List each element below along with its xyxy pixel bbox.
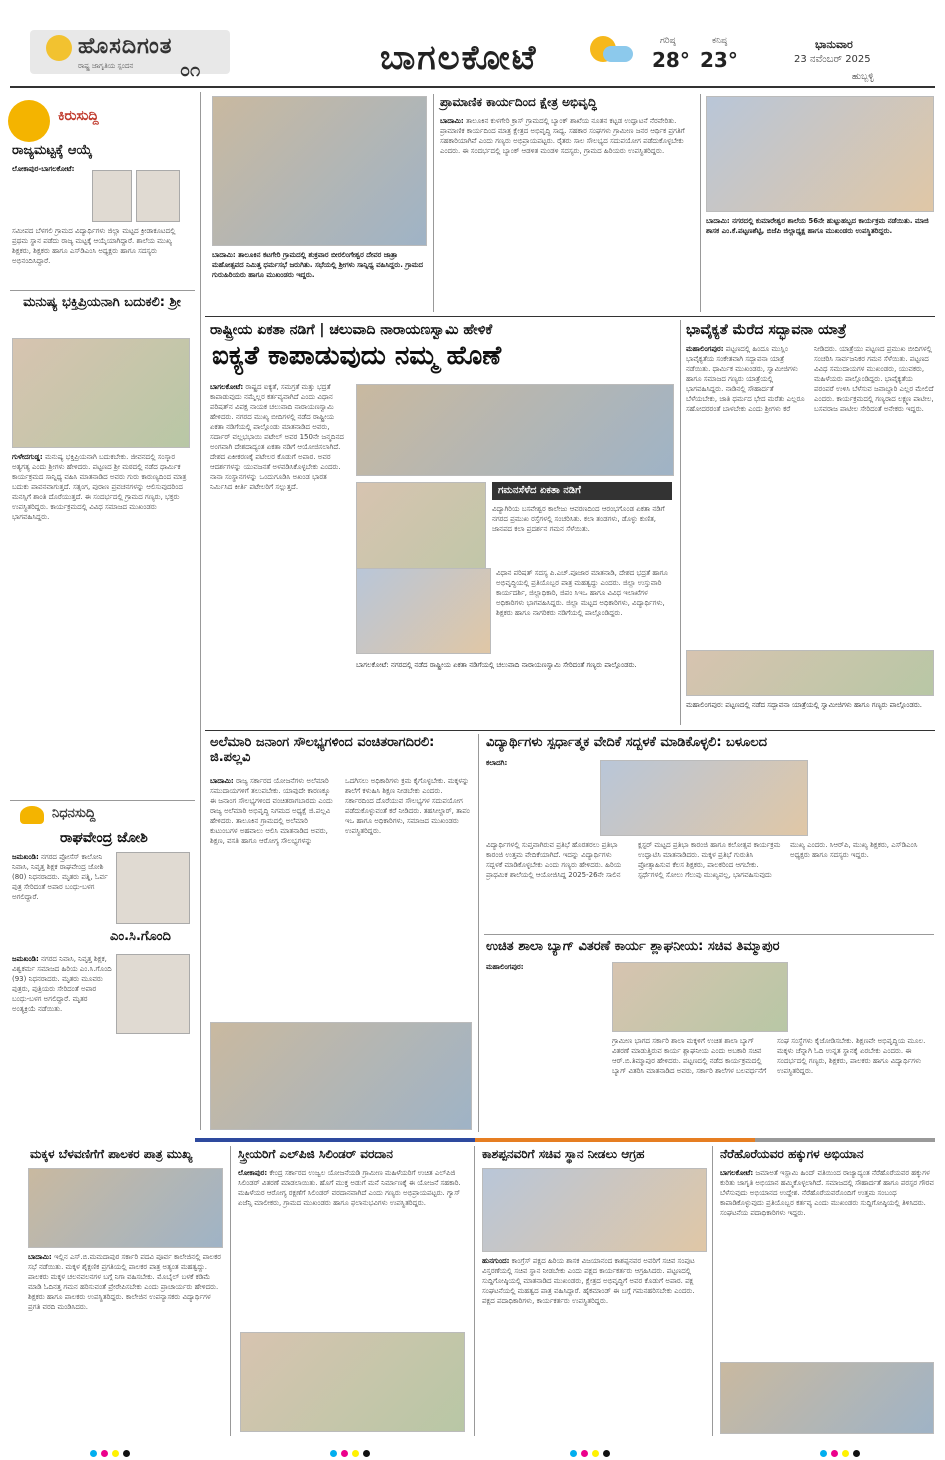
bottom-3-photo: [482, 1168, 707, 1252]
bottom-3-headline: ಕಾಶಪ್ಪನವರಿಗೆ ಸಚಿವ ಸ್ಥಾನ ನೀಡಲು ಆಗ್ರಹ: [482, 1147, 645, 1161]
obit1-body: ನಗರದ ಪ್ರೋಸೆಸ್ ಕಾಲೋನಿ ನಿವಾಸಿ, ನಿವೃತ್ತ ಶಿಕ್ಷಕ ರಾಘವೇಂದ್ರ ಜೋಶಿ (80) ನಿಧನರಾದರು. ಮೃತರು ಪತ್ನಿ, ಓರ್ವ ಪುತ್ರ ಸೇರಿದಂತೆ ಅಪಾರ ಬಂಧು-ಬಳಗ ಅಗಲಿದ್ದಾರೆ.: [12, 853, 108, 901]
left-story1-headline: ರಾಜ್ಯಮಟ್ಟಕ್ಕೆ ಆಯ್ಕೆ: [12, 143, 93, 158]
right-mid-dateline: ಮಹಾಲಿಂಗಪುರ:: [686, 345, 724, 353]
edition-city: ಬಾಗಲಕೋಟೆ: [380, 38, 538, 78]
column-divider: [478, 734, 479, 1132]
mid-c-body: ಗ್ರಾಮೀಣ ಭಾಗದ ಸರ್ಕಾರಿ ಶಾಲಾ ಮಕ್ಕಳಿಗೆ ಉಚಿತ ಶಾಲಾ ಬ್ಯಾಗ್ ವಿತರಣೆ ಮಾಡುತ್ತಿರುವ ಕಾರ್ಯ ಶ್ಲಾಘನೀಯ ಎಂದು ಅಬಕಾರಿ ಸಚಿವ ಆರ್.ಬಿ.ತಿಮ್ಮಾಪುರ ಹೇಳಿದರು. ಪಟ್ಟಣದಲ್ಲಿ ನಡೆದ ಕಾರ್ಯಕ್ರಮದಲ್ಲಿ ಬ್ಯಾಗ್ ವಿತರಿಸಿ ಮಾತನಾಡಿದ ಅವರು, ಸರ್ಕಾರಿ ಶಾಲೆಗಳ ಬಲವರ್ಧನೆಗೆ ಸಂಘ ಸಂಸ್ಥೆಗಳು ಕೈಜೋಡಿಸಬೇಕು. ಶಿಕ್ಷಣವೇ ಅಭಿವೃದ್ಧಿಯ ಮೂಲ. ಮಕ್ಕಳು ಚೆನ್ನಾಗಿ ಓದಿ ಉನ್ನತ ಸ್ಥಾನಕ್ಕೆ ಏರಬೇಕು ಎಂದರು. ಈ ಸಂದರ್ಭದಲ್ಲಿ ಗಣ್ಯರು, ಶಿಕ್ಷಕರು, ಪಾಲಕರು ಹಾಗೂ ವಿದ್ಯಾರ್ಥಿಗಳು ಉಪಸ್ಥಿತರಿದ್ದರು.: [612, 1037, 926, 1075]
obit1-name: ರಾಘವೇಂದ್ರ ಜೋಶಿ: [60, 830, 148, 846]
obit2-name: ಎಂ.ಸಿ.ಗೊಂದಿ: [110, 929, 171, 944]
cloud-icon: [603, 46, 633, 62]
left-story2-body-wrap: [12, 452, 190, 797]
bottom-4-body: ಜಮಾಅತೆ ಇಸ್ಲಾಮಿ ಹಿಂದ್ ವತಿಯಿಂದ ರಾಜ್ಯಾದ್ಯಂತ ನೆರೆಹೊರೆಯವರ ಹಕ್ಕುಗಳ ಕುರಿತು ಜಾಗೃತಿ ಅಭಿಯಾನ ಹಮ್ಮಿಕೊಳ್ಳಲಾಗಿದೆ. ಸಮಾಜದಲ್ಲಿ ಸೌಹಾರ್ದತೆ ಹಾಗೂ ಪರಸ್ಪರ ಗೌರವ ಬೆಳೆಸುವುದು ಅಭಿಯಾನದ ಉದ್ದೇಶ. ನೆರೆಹೊರೆಯವರೊಂದಿಗೆ ಉತ್ತಮ ಸಂಬಂಧ ಕಾಪಾಡಿಕೊಳ್ಳುವುದು ಪ್ರತಿಯೊಬ್ಬರ ಕರ್ತವ್ಯ ಎಂದು ಮುಖಂಡರು ಸುದ್ದಿಗೋಷ್ಠಿಯಲ್ಲಿ ತಿಳಿಸಿದರು. ಸಂಘಟನೆಯ ಪದಾಧಿಕಾರಿಗಳು ಇದ್ದರು.: [720, 1169, 934, 1217]
left-story2-headline: ಮನುಷ್ಯ ಭಕ್ತಿಪ್ರಿಯನಾಗಿ ಬದುಕಲಿ: ಶ್ರೀ: [23, 295, 181, 310]
top-a-caption: ಬಾದಾಮಿ: ತಾಲೂಕಿನ ಕಟಗೇರಿ ಗ್ರಾಮದಲ್ಲಿ ಶುಕ್ರವಾರ ಬೀರಲಿಂಗೇಶ್ವರ ದೇವರ ಜಾತ್ರಾ ಮಹೋತ್ಸವದ ನಿಮಿತ್ತ ಧರ್ಮಸಭೆ ಜರುಗಿತು. ಸಭೆಯಲ್ಲಿ ಶ್ರೀಗಳು ಸಾನ್ನಿಧ್ಯ ವಹಿಸಿದ್ದರು. ಗ್ರಾಮದ ಗುರುಹಿರಿಯರು ಹಾಗೂ ಮುಖಂಡರು ಇದ್ದರು.: [212, 251, 424, 279]
weather-min-label: ಕನಿಷ್ಠ: [712, 36, 728, 46]
lead-kicker: ರಾಷ್ಟ್ರೀಯ ಏಕತಾ ನಡಿಗೆ | ಚಲುವಾದಿ ನಾರಾಯಣಸ್ವಾಮಿ ಹೇಳಿಕೆ: [210, 322, 493, 338]
lead-photo-caption: ಬಾಗಲಕೋಟೆ: ನಗರದಲ್ಲಿ ನಡೆದ ರಾಷ್ಟ್ರೀಯ ಏಕತಾ ನಡಿಗೆಯಲ್ಲಿ ಚಲುವಾದಿ ನಾರಾಯಣಸ್ವಾಮಿ ಸೇರಿದಂತೆ ಗಣ್ಯರು ಪಾಲ್ಗೊಂಡರು.: [356, 661, 637, 669]
mid-b-photo: [600, 760, 808, 836]
top-a-photo: [212, 96, 427, 246]
registration-dots: [820, 1442, 864, 1460]
right-mid-caption: ಮಹಾಲಿಂಗಪುರ: ಪಟ್ಟಣದಲ್ಲಿ ನಡೆದ ಸದ್ಭಾವನಾ ಯಾತ್ರೆಯಲ್ಲಿ ಸ್ವಾಮೀಜಿಗಳು ಹಾಗೂ ಗಣ್ಯರು ಪಾಲ್ಗೊಂಡರು.: [686, 701, 923, 709]
bottom-3-body: ಕಾಂಗ್ರೆಸ್ ಪಕ್ಷದ ಹಿರಿಯ ಶಾಸಕ ವಿಜಯಾನಂದ ಕಾಶಪ್ಪನವರ ಅವರಿಗೆ ಸಚಿವ ಸಂಪುಟ ವಿಸ್ತರಣೆಯಲ್ಲಿ ಸಚಿವ ಸ್ಥಾನ ನೀಡಬೇಕು ಎಂದು ಪಕ್ಷದ ಕಾರ್ಯಕರ್ತರು ಆಗ್ರಹಿಸಿದರು. ಪಟ್ಟಣದಲ್ಲಿ ಸುದ್ದಿಗೋಷ್ಠಿಯಲ್ಲಿ ಮಾತನಾಡಿದ ಮುಖಂಡರು, ಕ್ಷೇತ್ರದ ಅಭಿವೃದ್ಧಿಗೆ ಅವರ ಕೊಡುಗೆ ಅಪಾರ. ಪಕ್ಷ ಸಂಘಟನೆಯಲ್ಲಿ ಮಹತ್ವದ ಪಾತ್ರ ವಹಿಸಿದ್ದಾರೆ. ಹೈಕಮಾಂಡ್ ಈ ಬಗ್ಗೆ ಗಮನಹರಿಸಬೇಕು ಎಂದರು. ಪಕ್ಷದ ಪದಾಧಿಕಾರಿಗಳು, ಕಾರ್ಯಕರ್ತರು ಉಪಸ್ಥಿತರಿದ್ದರು.: [482, 1257, 695, 1305]
mid-b-headline: ವಿದ್ಯಾರ್ಥಿಗಳು ಸ್ಪರ್ಧಾತ್ಮಕ ವೇದಿಕೆ ಸದ್ಬಳಕೆ ಮಾಡಿಕೊಳ್ಳಲಿ: ಬಳೂಲದ: [486, 735, 768, 750]
obit2-photo: [116, 954, 190, 1034]
obit2-body: ನಗರದ ನಿವಾಸಿ, ನಿವೃತ್ತ ಶಿಕ್ಷಕ, ವಿಶ್ವಕರ್ಮ ಸಮಾಜದ ಹಿರಿಯ ಎಂ.ಸಿ.ಗೊಂದಿ (93) ನಿಧನರಾದರು. ಮೃತರು ಮೂವರು ಪುತ್ರರು, ಪುತ್ರಿಯರು ಸೇರಿದಂತೆ ಅಪಾರ ಬಂಧು-ಬಳಗ ಅಗಲಿದ್ದಾರೆ. ಮೃತರ ಅಂತ್ಯಕ್ರಿಯೆ ನಡೆಯಿತು.: [12, 955, 112, 1013]
mid-b-dateline: ಕಲಾದಗಿ:: [486, 759, 508, 767]
column-divider: [200, 92, 201, 1130]
bottom-4-dateline: ಬಾಗಲಕೋಟೆ:: [720, 1169, 754, 1177]
top-c-photo: [706, 96, 934, 212]
bottom-4-body-wrap: [720, 1168, 934, 1358]
left-story2-body: ಮನುಷ್ಯ ಭಕ್ತಿಪ್ರಿಯನಾಗಿ ಬದುಕಬೇಕು. ಜೀವನದಲ್ಲಿ ಸಂಸ್ಕಾರ ಅತ್ಯಗತ್ಯ ಎಂದು ಶ್ರೀಗಳು ಹೇಳಿದರು. ಪಟ್ಟಣದ ಶ್ರೀ ಮಠದಲ್ಲಿ ನಡೆದ ಧಾರ್ಮಿಕ ಕಾರ್ಯಕ್ರಮದ ಸಾನ್ನಿಧ್ಯ ವಹಿಸಿ ಮಾತನಾಡಿದ ಅವರು ಗುರು ಕಾರುಣ್ಯದಿಂದ ಮಾತ್ರ ಬದುಕು ಪಾವನವಾಗುತ್ತದೆ. ಸತ್ಸಂಗ, ಪುರಾಣ ಪ್ರವಚನಗಳನ್ನು ಆಲಿಸುವುದರಿಂದ ಮನಸ್ಸಿಗೆ ಶಾಂತಿ ದೊರೆಯುತ್ತದೆ. ಈ ಸಂದರ್ಭದಲ್ಲಿ ಗ್ರಾಮದ ಗಣ್ಯರು, ಭಕ್ತರು ಉಪಸ್ಥಿತರಿದ್ದರು. ಕಾರ್ಯಕ್ರಮದಲ್ಲಿ ವಿವಿಧ ಸಮಾಜದ ಮುಖಂಡರು ಭಾಗವಹಿಸಿದ್ದರು.: [12, 453, 187, 521]
right-mid-body-wrap: [686, 344, 934, 646]
student-photo-2: [136, 170, 180, 222]
top-b-body-wrap: [440, 116, 695, 312]
left-story1-body: ಸಮೀಪದ ಬೆಳಗಲಿ ಗ್ರಾಮದ ವಿದ್ಯಾರ್ಥಿಗಳು ಜಿಲ್ಲಾ ಮಟ್ಟದ ಕ್ರೀಡಾಕೂಟದಲ್ಲಿ ಪ್ರಥಮ ಸ್ಥಾನ ಪಡೆದು ರಾಜ್ಯ ಮಟ್ಟಕ್ಕೆ ಆಯ್ಕೆಯಾಗಿದ್ದಾರೆ. ಶಾಲೆಯ ಮುಖ್ಯ ಶಿಕ್ಷಕರು, ಶಿಕ್ಷಕರು ಹಾಗೂ ಎಸ್‌ಡಿಎಂಸಿ ಅಧ್ಯಕ್ಷರು ಹಾಗೂ ಸದಸ್ಯರು ಅಭಿನಂದಿಸಿದ್ದಾರೆ.: [12, 227, 176, 265]
lead-dateline: ಬಾಗಲಕೋಟೆ:: [210, 383, 244, 391]
lead-headline: ಐಕ್ಯತೆ ಕಾಪಾಡುವುದು ನಮ್ಮ ಹೊಣೆ: [212, 341, 502, 371]
color-strip-grey: [755, 1138, 935, 1142]
mid-b-body-wrap: [486, 758, 596, 838]
bottom-1-body: ಇಲ್ಲಿನ ಎಸ್.ಬಿ.ಮಮದಾಪುರ ಸರ್ಕಾರಿ ಪದವಿ ಪೂರ್ವ ಕಾಲೇಜಿನಲ್ಲಿ ಪಾಲಕರ ಸಭೆ ನಡೆಯಿತು. ಮಕ್ಕಳ ಶೈಕ್ಷಣಿಕ ಪ್ರಗತಿಯಲ್ಲಿ ಪಾಲಕರ ಪಾತ್ರ ಅತ್ಯಂತ ಮಹತ್ವದ್ದು. ಪಾಲಕರು ಮಕ್ಕಳ ಚಲನವಲನಗಳ ಬಗ್ಗೆ ನಿಗಾ ವಹಿಸಬೇಕು. ಮೊಬೈಲ್ ಬಳಕೆ ಕಡಿಮೆ ಮಾಡಿ ಓದಿನತ್ತ ಗಮನ ಹರಿಸುವಂತೆ ಪ್ರೇರೇಪಿಸಬೇಕು ಎಂದು ಪ್ರಾಚಾರ್ಯರು ಹೇಳಿದರು. ಶಿಕ್ಷಕರು ಹಾಗೂ ಪಾಲಕರು ಉಪಸ್ಥಿತರಿದ್ದರು. ಕಾಲೇಜಿನ ಉಪನ್ಯಾಸಕರು ವಿದ್ಯಾರ್ಥಿಗಳ ಪ್ರಗತಿ ವರದಿ ಮಂಡಿಸಿದರು.: [28, 1253, 221, 1311]
registration-dots: [90, 1442, 134, 1460]
bottom-1-dateline: ಬಾದಾಮಿ:: [28, 1253, 52, 1261]
mid-a-body-wrap: [210, 776, 472, 1018]
mid-a-dateline: ಬಾದಾಮಿ:: [210, 777, 234, 785]
bottom-3-body-wrap: [482, 1256, 707, 1432]
divider: [484, 934, 934, 935]
top-b-body: ತಾಲೂಕಿನ ಕುಳಗೇರಿ ಕ್ರಾಸ್ ಗ್ರಾಮದಲ್ಲಿ ಬ್ಯಾಂಕ್ ಶಾಖೆಯ ನೂತನ ಕಟ್ಟಡ ಉದ್ಘಾಟನೆ ನೆರವೇರಿತು. ಪ್ರಾಮಾಣಿಕ ಕಾರ್ಯದಿಂದ ಮಾತ್ರ ಕ್ಷೇತ್ರದ ಅಭಿವೃದ್ಧಿ ಸಾಧ್ಯ. ಸಹಕಾರ ಸಂಘಗಳು ಗ್ರಾಮೀಣ ಜನರ ಆರ್ಥಿಕ ಪ್ರಗತಿಗೆ ಸಹಕಾರಿಯಾಗಿವೆ ಎಂದು ಗಣ್ಯರು ಅಭಿಪ್ರಾಯಪಟ್ಟರು. ರೈತರು ಸಾಲ ಸೌಲಭ್ಯದ ಸದುಪಯೋಗ ಪಡೆದುಕೊಳ್ಳಬೇಕು ಎಂದರು. ಈ ಸಂದರ್ಭದಲ್ಲಿ ಬ್ಯಾಂಕ್ ಆಡಳಿತ ಮಂಡಳಿ ಸದಸ್ಯರು, ಗ್ರಾಮದ ಹಿರಿಯರು ಉಪಸ್ಥಿತರಿದ್ದರು.: [440, 117, 685, 155]
obit1-dateline: ಜಮಖಂಡಿ:: [12, 853, 39, 861]
registration-dots: [570, 1442, 614, 1460]
bottom-4-headline: ನೆರೆಹೊರೆಯವರ ಹಕ್ಕುಗಳ ಅಭಿಯಾನ: [720, 1147, 864, 1161]
lead-body1: ರಾಷ್ಟ್ರದ ಐಕ್ಯತೆ, ಸಮಗ್ರತೆ ಮತ್ತು ಭದ್ರತೆ ಕಾಪಾಡುವುದು ನಮ್ಮೆಲ್ಲರ ಕರ್ತವ್ಯವಾಗಿದೆ ಎಂದು ವಿಧಾನ ಪರಿಷತ್‌ನ ವಿಪಕ್ಷ ನಾಯಕ ಚಲುವಾದಿ ನಾರಾಯಣಸ್ವಾಮಿ ಹೇಳಿದರು. ನಗರದ ಮುಖ್ಯ ಬೀದಿಗಳಲ್ಲಿ ನಡೆದ ರಾಷ್ಟ್ರೀಯ ಏಕತಾ ನಡಿಗೆಯಲ್ಲಿ ಪಾಲ್ಗೊಂಡು ಮಾತನಾಡಿದ ಅವರು, ಸರ್ದಾರ್ ವಲ್ಲಭಭಾಯಿ ಪಟೇಲ್ ಅವರ 150ನೇ ಜನ್ಮದಿನದ ಅಂಗವಾಗಿ ದೇಶದಾದ್ಯಂತ ಏಕತಾ ನಡಿಗೆ ಆಯೋಜಿಸಲಾಗಿದೆ. ದೇಶದ ಏಕೀಕರಣಕ್ಕೆ ಪಟೇಲರ ಕೊಡುಗೆ ಅಪಾರ. ಅವರ ಆದರ್ಶಗಳನ್ನು ಯುವಜನತೆ ಅಳವಡಿಸಿಕೊಳ್ಳಬೇಕು ಎಂದರು. ನಾನಾ ಸಂಸ್ಥಾನಗಳನ್ನು ಒಂದುಗೂಡಿಸಿ ಅಖಂಡ ಭಾರತ ನಿರ್ಮಿಸಿದ ಕೀರ್ತಿ ಪಟೇಲರಿಗೆ ಸಲ್ಲುತ್ತದೆ.: [210, 383, 344, 491]
bottom-2-body: ಕೇಂದ್ರ ಸರ್ಕಾರದ ಉಜ್ವಲ ಯೋಜನೆಯಡಿ ಗ್ರಾಮೀಣ ಮಹಿಳೆಯರಿಗೆ ಉಚಿತ ಎಲ್‌ಪಿಜಿ ಸಿಲಿಂಡರ್ ವಿತರಣೆ ಮಾಡಲಾಯಿತು. ಹೊಗೆ ಮುಕ್ತ ಅಡುಗೆ ಮನೆ ನಿರ್ಮಾಣಕ್ಕೆ ಈ ಯೋಜನೆ ಸಹಕಾರಿ. ಮಹಿಳೆಯರ ಆರೋಗ್ಯ ರಕ್ಷಣೆಗೆ ಸಿಲಿಂಡರ್ ವರದಾನವಾಗಿದೆ ಎಂದು ಗಣ್ಯರು ಅಭಿಪ್ರಾಯಪಟ್ಟರು. ಗ್ಯಾಸ್ ಏಜೆನ್ಸಿ ಮಾಲೀಕರು, ಗ್ರಾಮದ ಮುಖಂಡರು ಹಾಗೂ ಫಲಾನುಭವಿಗಳು ಉಪಸ್ಥಿತರಿದ್ದರು.: [238, 1169, 461, 1207]
left-story1-body-a: [12, 164, 88, 224]
left-story2-photo: [12, 338, 190, 448]
section-rule: [205, 730, 935, 731]
left-story2-dateline: ಗುಳೇದಗುಡ್ಡ:: [12, 453, 43, 461]
issue-date: 23 ನವೆಂಬರ್ 2025: [794, 54, 871, 65]
lead-inset-title: ಗಮನಸೆಳೆದ ಏಕತಾ ನಡಿಗೆ: [492, 482, 672, 500]
column-divider: [474, 1146, 475, 1436]
obit2-dateline: ಜಮಖಂಡಿ:: [12, 955, 39, 963]
mid-a-headline: ಅಲೆಮಾರಿ ಜನಾಂಗ ಸೌಲಭ್ಯಗಳಿಂದ ವಂಚಿತರಾಗದಿರಲಿ: ಜಿ.ಪಲ್ಲವಿ: [210, 735, 435, 765]
divider: [10, 800, 195, 801]
top-b-headline: ಪ್ರಾಮಾಣಿಕ ಕಾರ್ಯದಿಂದ ಕ್ಷೇತ್ರ ಅಭಿವೃದ್ಧಿ: [440, 95, 597, 109]
color-strip-orange: [475, 1138, 755, 1142]
page-number: ೦೧: [180, 60, 201, 81]
issue-place: ಹುಬ್ಬಳ್ಳಿ: [852, 72, 874, 82]
right-mid-headline: ಭಾವೈಕ್ಯತೆ ಮೆರೆದ ಸದ್ಭಾವನಾ ಯಾತ್ರೆ: [686, 322, 847, 338]
column-divider: [712, 1146, 713, 1436]
mid-a-photo: [210, 1022, 472, 1130]
bottom-4-photo: [720, 1362, 934, 1434]
lead-body-wrap: [210, 382, 350, 722]
masthead-emblem-icon: [46, 35, 72, 61]
obit2-body-wrap: [12, 954, 112, 1024]
bottom-2-photo: [240, 1332, 465, 1432]
column-divider: [700, 94, 701, 312]
top-b-dateline: ಬಾದಾಮಿ:: [440, 117, 464, 125]
mid-b-body: ವಿದ್ಯಾರ್ಥಿಗಳಲ್ಲಿ ಸುಪ್ತವಾಗಿರುವ ಪ್ರತಿಭೆ ಹೊರತರಲು ಪ್ರತಿಭಾ ಕಾರಂಜಿ ಉತ್ತಮ ವೇದಿಕೆಯಾಗಿದೆ. ಇದನ್ನು ವಿದ್ಯಾರ್ಥಿಗಳು ಸದ್ಬಳಕೆ ಮಾಡಿಕೊಳ್ಳಬೇಕು ಎಂದು ಗಣ್ಯರು ಹೇಳಿದರು. ಹಿರಿಯ ಪ್ರಾಥಮಿಕ ಶಾಲೆಯಲ್ಲಿ ಆಯೋಜಿಸಿದ್ದ 2025-26ನೇ ಸಾಲಿನ ಕ್ಲಸ್ಟರ್ ಮಟ್ಟದ ಪ್ರತಿಭಾ ಕಾರಂಜಿ ಹಾಗೂ ಕಲೋತ್ಸವ ಕಾರ್ಯಕ್ರಮ ಉದ್ಘಾಟಿಸಿ ಮಾತನಾಡಿದರು. ಮಕ್ಕಳ ಪ್ರತಿಭೆ ಗುರುತಿಸಿ ಪ್ರೋತ್ಸಾಹಿಸುವ ಕೆಲಸ ಶಿಕ್ಷಕರು, ಪಾಲಕರಿಂದ ಆಗಬೇಕು. ಸ್ಪರ್ಧೆಗಳಲ್ಲಿ ಸೋಲು ಗೆಲುವು ಮುಖ್ಯವಲ್ಲ, ಭಾಗವಹಿಸುವುದು ಮುಖ್ಯ ಎಂದರು. ಸಿಆರ್‌ಪಿ, ಮುಖ್ಯ ಶಿಕ್ಷಕರು, ಎಸ್‌ಡಿಎಂಸಿ ಅಧ್ಯಕ್ಷರು ಹಾಗೂ ಸದಸ್ಯರು ಇದ್ದರು.: [486, 841, 918, 879]
registration-dots: [330, 1442, 374, 1460]
mid-c-photo: [612, 962, 788, 1032]
issue-day: ಭಾನುವಾರ: [815, 38, 853, 51]
bottom-2-body-wrap: [238, 1168, 468, 1328]
section-title-kirusuddi: ಕಿರುಸುದ್ದಿ: [58, 108, 99, 124]
divider: [10, 290, 195, 291]
mid-c-dateline: ಮಹಾಲಿಂಗಪುರ:: [486, 963, 524, 971]
column-divider: [680, 320, 681, 725]
bottom-3-dateline: ಹುನಗುಂದ:: [482, 1257, 510, 1265]
bottom-2-headline: ಸ್ತ್ರೀಯರಿಗೆ ಎಲ್‌ಪಿಜಿ ಸಿಲಿಂಡರ್ ವರದಾನ: [238, 1147, 393, 1161]
obit1-body-wrap: [12, 852, 112, 924]
right-mid-body: ಪಟ್ಟಣದಲ್ಲಿ ಹಿಂದೂ ಮುಸ್ಲಿಂ ಭಾವೈಕ್ಯತೆಯ ಸಂಕೇತವಾಗಿ ಸದ್ಭಾವನಾ ಯಾತ್ರೆ ನಡೆಯಿತು. ಧಾರ್ಮಿಕ ಮುಖಂಡರು, ಸ್ವಾಮೀಜಿಗಳು ಹಾಗೂ ಸಮಾಜದ ಗಣ್ಯರು ಯಾತ್ರೆಯಲ್ಲಿ ಭಾಗವಹಿಸಿದ್ದರು. ನಾಡಿನಲ್ಲಿ ಸೌಹಾರ್ದತೆ ಬೆಳೆಯಬೇಕು, ಜಾತಿ ಧರ್ಮದ ಭೇದ ಮರೆತು ಎಲ್ಲರೂ ಸಹೋದರರಂತೆ ಬಾಳಬೇಕು ಎಂದು ಶ್ರೀಗಳು ಕರೆ ನೀಡಿದರು. ಯಾತ್ರೆಯು ಪಟ್ಟಣದ ಪ್ರಮುಖ ಬೀದಿಗಳಲ್ಲಿ ಸಂಚರಿಸಿ ಸಾರ್ವಜನಿಕರ ಗಮನ ಸೆಳೆಯಿತು. ಪಟ್ಟಣದ ವಿವಿಧ ಸಮುದಾಯಗಳ ಮುಖಂಡರು, ಯುವಕರು, ಮಹಿಳೆಯರು ಪಾಲ್ಗೊಂಡಿದ್ದರು. ಭಾವೈಕ್ಯತೆಯ ಪರಂಪರೆ ಉಳಿಸಿ ಬೆಳೆಸುವ ಜವಾಬ್ದಾರಿ ಎಲ್ಲರ ಮೇಲಿದೆ ಎಂದರು. ಕಾರ್ಯಕ್ರಮದಲ್ಲಿ ಗಣ್ಯರಾದ ಲಕ್ಷ್ಮಣ ಪಾಟೀಲ, ಬಸವರಾಜ ಪಾಟೀಲ ಸೇರಿದಂತೆ ಅನೇಕರು ಇದ್ದರು.: [686, 345, 934, 413]
mid-c-body-wrap: [486, 962, 606, 1130]
weather-min: 23°: [700, 48, 738, 72]
section-hand-icon: [8, 100, 50, 142]
left-story1-dateline: ಲೋಕಾಪುರ-ಬಾಗಲಕೋಟೆ:: [12, 165, 75, 173]
right-mid-photo: [686, 650, 934, 696]
obit1-photo: [116, 852, 190, 924]
lamp-icon: [20, 806, 44, 824]
column-divider: [230, 1146, 231, 1436]
lead-body2: ವಿಧಾನ ಪರಿಷತ್ ಸದಸ್ಯ ಪಿ.ಎಚ್.ಪೂಜಾರ ಮಾತನಾಡಿ, ದೇಶದ ಭದ್ರತೆ ಹಾಗೂ ಅಭಿವೃದ್ಧಿಯಲ್ಲಿ ಪ್ರತಿಯೊಬ್ಬರ ಪಾತ್ರ ಮಹತ್ವದ್ದು ಎಂದರು. ಜಿಲ್ಲಾ ಉಸ್ತುವಾರಿ ಕಾರ್ಯದರ್ಶಿ, ಜಿಲ್ಲಾಧಿಕಾರಿ, ಜಿಪಂ ಸಿಇಒ ಹಾಗೂ ವಿವಿಧ ಇಲಾಖೆಗಳ ಅಧಿಕಾರಿಗಳು ಭಾಗವಹಿಸಿದ್ದರು. ಜಿಲ್ಲಾ ಮಟ್ಟದ ಅಧಿಕಾರಿಗಳು, ವಿದ್ಯಾರ್ಥಿಗಳು, ಶಿಕ್ಷಕರು ಹಾಗೂ ನಾಗರಿಕರು ನಡಿಗೆಯಲ್ಲಿ ಪಾಲ್ಗೊಂಡಿದ್ದರು.: [496, 569, 668, 617]
lead-photo-crowd: [356, 568, 491, 654]
student-photo-1: [92, 170, 132, 222]
bottom-1-body-wrap: [28, 1252, 223, 1432]
lead-photo-main: [356, 384, 674, 476]
mid-c-headline: ಉಚಿತ ಶಾಲಾ ಬ್ಯಾಗ್ ವಿತರಣೆ ಕಾರ್ಯ ಶ್ಲಾಘನೀಯ: ಸಚಿವ ತಿಮ್ಮಾಪುರ: [486, 939, 780, 954]
section-rule: [205, 316, 935, 317]
weather-max: 28°: [652, 48, 690, 72]
bottom-1-photo: [28, 1168, 223, 1248]
color-strip-blue: [195, 1138, 475, 1142]
weather-max-label: ಗರಿಷ್ಠ: [660, 36, 676, 46]
masthead-title: ಹೊಸದಿಗಂತ: [78, 34, 173, 59]
column-divider: [433, 94, 434, 312]
bottom-1-headline: ಮಕ್ಕಳ ಬೆಳವಣಿಗೆಗೆ ಪಾಲಕರ ಪಾತ್ರ ಮುಖ್ಯ: [30, 1147, 193, 1161]
header-rule: [10, 86, 935, 88]
masthead-tagline: ರಾಷ್ಟ್ರ ಜಾಗೃತಿಯ ಸ್ಪಂದನ: [78, 62, 134, 70]
obituary-section-title: ನಿಧನಸುದ್ದಿ: [52, 806, 96, 821]
lead-inset-body: ವಿದ್ಯಾಗಿರಿಯ ಬಸವೇಶ್ವರ ಕಾಲೇಜು ಆವರಣದಿಂದ ಆರಂಭಗೊಂಡ ಏಕತಾ ನಡಿಗೆ ನಗರದ ಪ್ರಮುಖ ರಸ್ತೆಗಳಲ್ಲಿ ಸಂಚರಿಸಿತು. ಕಲಾ ತಂಡಗಳು, ಡೊಳ್ಳು ಕುಣಿತ, ಜಾನಪದ ಕಲಾ ಪ್ರದರ್ಶನ ಗಮನ ಸೆಳೆಯಿತು.: [492, 505, 665, 533]
top-c-caption: ಬಾದಾಮಿ: ನಗರದಲ್ಲಿ ಕುಮಾರೇಶ್ವರ ಶಾಲೆಯ 56ನೇ ಹುಟ್ಟುಹಬ್ಬದ ಕಾರ್ಯಕ್ರಮ ನಡೆಯಿತು. ಮಾಜಿ ಶಾಸಕ ಎಂ.ಕೆ.ಪಟ್ಟಣಶೆಟ್ಟಿ, ಬಿಜೆಪಿ ಜಿಲ್ಲಾಧ್ಯಕ್ಷ ಹಾಗೂ ಮುಖಂಡರು ಉಪಸ್ಥಿತರಿದ್ದರು.: [706, 217, 929, 235]
bottom-2-dateline: ಲೋಕಾಪುರ:: [238, 1169, 268, 1177]
mid-a-body: ರಾಜ್ಯ ಸರ್ಕಾರದ ಯೋಜನೆಗಳು ಅಲೆಮಾರಿ ಸಮುದಾಯಗಳಿಗೆ ತಲುಪಬೇಕು. ಯಾವುದೇ ಕಾರಣಕ್ಕೂ ಈ ಜನಾಂಗ ಸೌಲಭ್ಯಗಳಿಂದ ವಂಚಿತರಾಗಬಾರದು ಎಂದು ರಾಜ್ಯ ಅಲೆಮಾರಿ ಅಭಿವೃದ್ಧಿ ನಿಗಮದ ಅಧ್ಯಕ್ಷೆ ಜಿ.ಪಲ್ಲವಿ ಹೇಳಿದರು. ತಾಲೂಕಿನ ಗ್ರಾಮದಲ್ಲಿ ಅಲೆಮಾರಿ ಕುಟುಂಬಗಳ ಅಹವಾಲು ಆಲಿಸಿ ಮಾತನಾಡಿದ ಅವರು, ಶಿಕ್ಷಣ, ವಸತಿ ಹಾಗೂ ಆರೋಗ್ಯ ಸೌಲಭ್ಯಗಳನ್ನು ಒದಗಿಸಲು ಅಧಿಕಾರಿಗಳು ಕ್ರಮ ಕೈಗೊಳ್ಳಬೇಕು. ಮಕ್ಕಳನ್ನು ಶಾಲೆಗೆ ಕಳುಹಿಸಿ ಶಿಕ್ಷಣ ನೀಡಬೇಕು ಎಂದರು. ಸರ್ಕಾರದಿಂದ ದೊರೆಯುವ ಸೌಲಭ್ಯಗಳ ಸದುಪಯೋಗ ಪಡೆದುಕೊಳ್ಳುವಂತೆ ಕರೆ ನೀಡಿದರು. ತಹಸೀಲ್ದಾರ್, ತಾಪಂ ಇಒ ಹಾಗೂ ಅಧಿಕಾರಿಗಳು, ಸಮಾಜದ ಮುಖಂಡರು ಉಪಸ್ಥಿತರಿದ್ದರು.: [210, 777, 470, 845]
